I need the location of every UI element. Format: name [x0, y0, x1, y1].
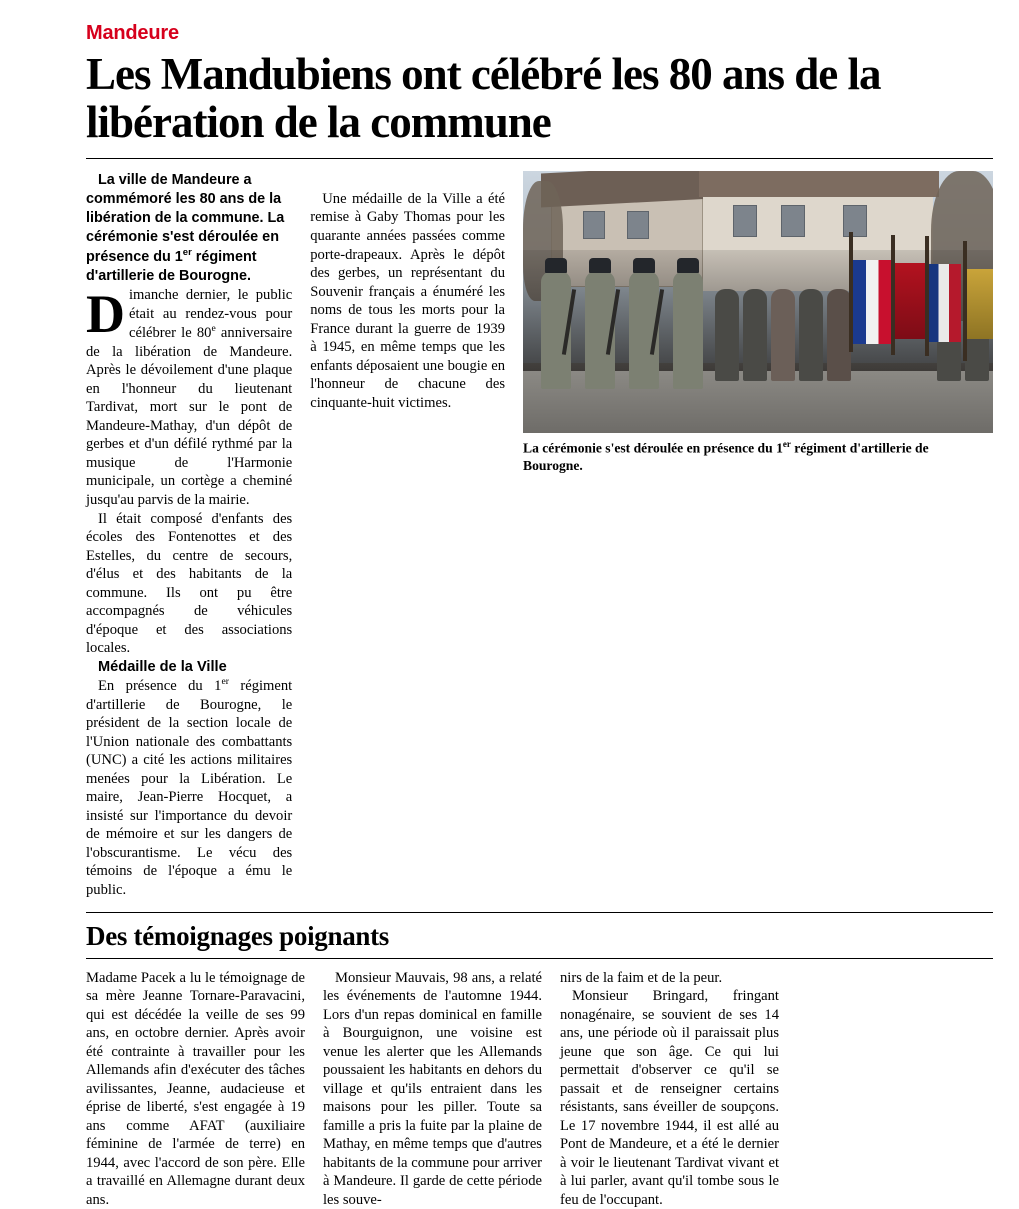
- body-paragraph-3: En présence du 1er régiment d'artillerie de Bourogne, le président de la section locale de l'Union nationale des combattants (UNC) a cité les actions militaires menées pour la Libération. Le maire, Jean-Pierre Hocquet, a insisté sur l'importance du devoir de mémoire et sur les dangers de l'obscurantisme. Le vécu des témoins de l'époque a ému le public.: [86, 676, 293, 898]
- photo-flag-tricolor: [929, 264, 961, 342]
- ceremony-photo: [523, 171, 993, 433]
- photo-caption: La cérémonie s'est déroulée en présence du 1er régiment d'artillerie de Bourogne.: [523, 439, 929, 473]
- photo-flag-pole: [925, 236, 929, 356]
- photo-attendee: [715, 289, 739, 381]
- testimony-mauvais: Monsieur Mauvais, 98 ans, a relaté les événements de l'automne 1944. Lors d'un repas dominical en famille à Bourguignon, une voisine est venue les alerter que les Allemands poussaient les habitants en dehors du village et qu'ils entraient dans les maisons pour les piller. Toute sa famille a pris la fuite par la plaine de Mathay, en même temps que d'autres habitants de la commune pour arriver à Mandeure. Il garde de cette période les souve-: [323, 969, 542, 1208]
- body-paragraph-4: Une médaille de la Ville a été remise à Gaby Thomas pour les quarante années passées comme porte-drapeaux. Après le dépôt des gerbes, un représentant du Souvenir français a énuméré les noms de tous les morts pour la France durant la guerre de 1939 à 1945, en même temps que les enfants déposaient une bougie en l'honneur de chacune des cinquante-huit victimes.: [310, 190, 505, 411]
- photo-attendee: [743, 289, 767, 381]
- photo-window: [627, 211, 649, 239]
- standfirst: La ville de Mandeure a commémoré les 80 ans de la libération de la commune. La cérémonie s'est déroulée en présence du 1er régiment d'artillerie de Bourogne.: [86, 172, 285, 285]
- body-paragraph-1: Dimanche dernier, le public était au rendez-vous pour célébrer le 80e anniversaire de la libération de Mandeure. Après le dévoilement d'une plaque en l'honneur du lieutenant Tardivat, mort sur le pont de Mandeure-Mathay, d'un dépôt de gerbes et d'un défilé rythmé par la musique de l'Harmonie municipale, un cortège a cheminé jusqu'au parvis de la mairie.: [86, 284, 293, 508]
- photo-attendee: [799, 289, 823, 381]
- photo-flag-french: [853, 260, 891, 344]
- section-title: Des témoignages poignants: [86, 920, 390, 951]
- photo-flag-pole: [891, 235, 895, 355]
- testimony-column-2: [323, 969, 560, 1209]
- kicker-locality: Mandeure: [86, 22, 179, 44]
- photo-roof-right: [699, 171, 939, 197]
- page-title: Les Mandubiens ont célébré les 80 ans de la libération de la commune: [86, 49, 881, 147]
- testimony-pacek: Madame Pacek a lu le témoignage de sa mère Jeanne Tornare-Paravacini, qui est décédée la veille de ses 99 ans, en octobre dernier. Après avoir été contrainte à travailler pour les Allemands afin d'exécuter des tâches avilissantes, Jeanne, audacieuse et éprise de liberté, s'est engagée à 19 ans comme AFAT (auxiliaire féminine de l'armée de terre) en 1944, avec l'accord de son père. Elle a travaillé en Allemagne durant deux ans.: [86, 969, 305, 1208]
- testimony-mauvais-cont: nirs de la faim et de la peur.: [560, 969, 723, 986]
- photo-window: [843, 205, 867, 237]
- divider-section: [86, 912, 993, 913]
- photo-block: [523, 171, 993, 474]
- testimony-bringard: Monsieur Bringard, fringant nonagénaire, se souvient de ses 14 ans, une période où il paraissait plus jeune que son âge. Ce qui lui permettait d'observer ce qu'il se passait et de renseigner certains résistants, sans éveiller de soupçons. Le 17 novembre 1944, il est allé au Pont de Mandeure, et a été le dernier à voir le lieutenant Tardivat vivant et à lui parler, avant qu'il tombe sous le feu de l'occupant.: [560, 988, 779, 1208]
- subhead-medaille: Médaille de la Ville: [98, 658, 227, 675]
- body-paragraph-3-overflow: [310, 171, 505, 190]
- photo-attendee: [771, 289, 795, 381]
- article-column-2: [310, 171, 523, 412]
- body-paragraph-2: Il était composé d'enfants des écoles des Fontenottes et des Estelles, du centre de secours, d'élus et des habitants de la commune. Ils ont pu être accompagnés de véhicules d'époque et des associations locales.: [86, 510, 293, 657]
- lower-section: [86, 969, 993, 1209]
- divider-under-section: [86, 958, 993, 959]
- upper-section: [86, 171, 993, 899]
- testimony-column-3: [560, 969, 797, 1209]
- photo-window: [583, 211, 605, 239]
- photo-window: [733, 205, 757, 237]
- photo-flag-pole: [849, 232, 853, 352]
- testimony-column-1: [86, 969, 323, 1209]
- photo-soldier: [673, 271, 703, 389]
- photo-window: [781, 205, 805, 237]
- divider-top: [86, 158, 993, 159]
- photo-flag-red: [895, 263, 925, 339]
- photo-flag-gold: [967, 269, 993, 339]
- photo-attendee: [827, 289, 851, 381]
- photo-flag-pole: [963, 241, 967, 361]
- article-column-1: [86, 171, 310, 899]
